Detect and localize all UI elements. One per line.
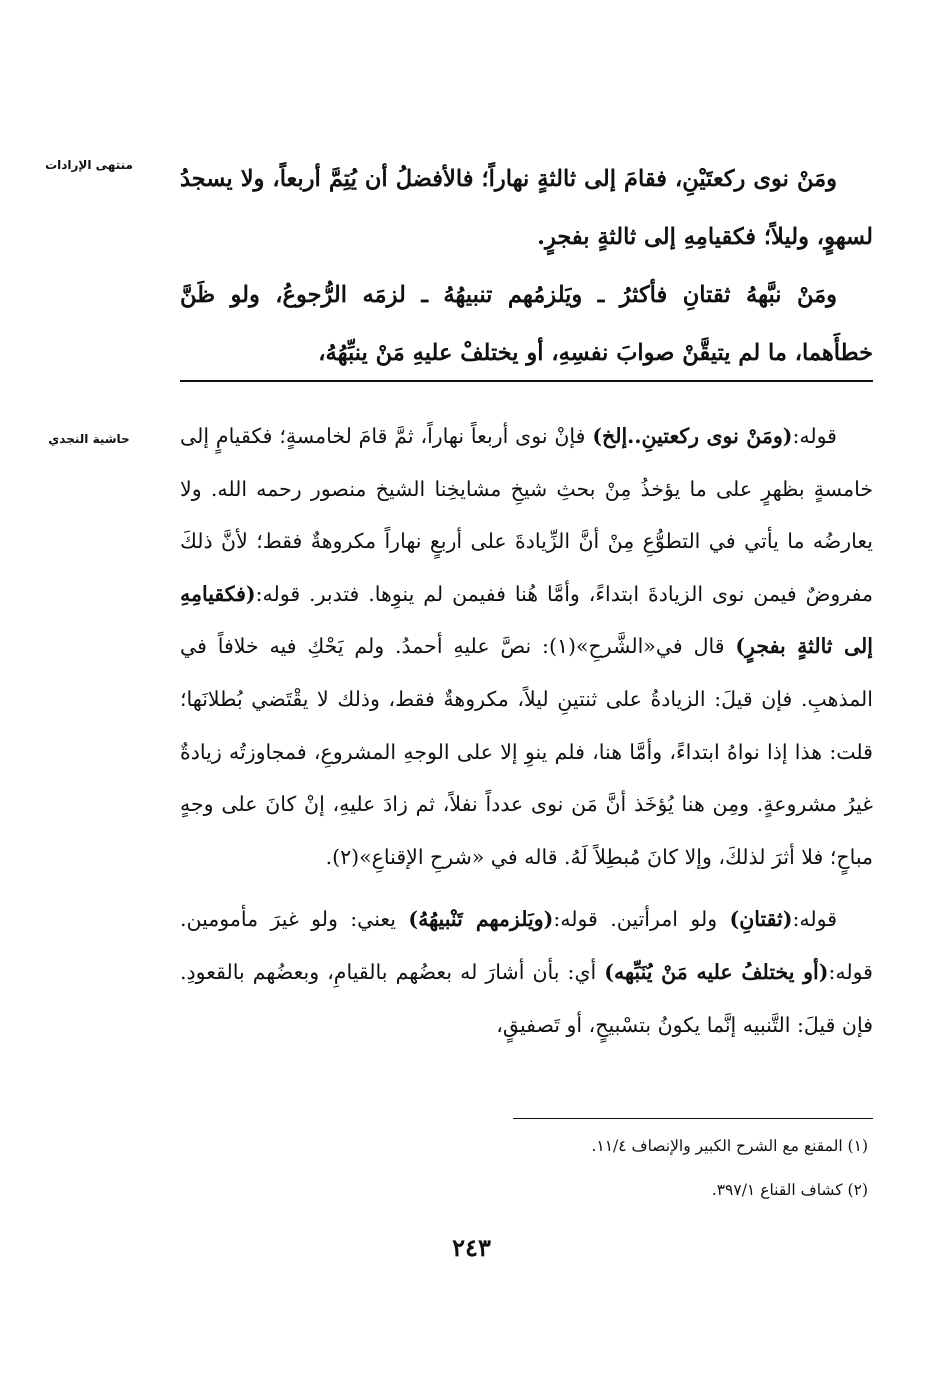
commentary-text: قوله:: [792, 424, 837, 448]
quoted-lemma: (ومَنْ نوى ركعتينِ..إلخ): [592, 424, 793, 448]
commentary-text: ولو امرأتين. قوله:: [553, 907, 730, 932]
footnote-item: (٢) كشاف القناع ٣٩٧/١.: [711, 1181, 868, 1199]
footnotes: [180, 1124, 868, 1212]
footnote-item: (١) المقنع مع الشرح الكبير والإنصاف ١١/٤.: [591, 1137, 868, 1155]
hashiya-paragraph: [180, 410, 873, 883]
commentary-text: فإنْ نوى أربعاً نهاراً، ثمَّ قامَ لخامسةٍ؛ فكقيامٍ إلى خامسةٍ بظهرٍ على ما يؤخذُ مِنْ بحثِ شيخِ مشايخِنا الشيخ منصور رحمه الله. ولا يعارضُه ما يأتي في التطوُّعِ مِنْ أنَّ الزِّيادةَ على أربعٍ نهاراً مكروهةٌ فقط؛ لأنَّ ذلكَ مفروضٌ فيمن نوى الزيادةَ ابتداءً، وأمَّا هُنا ففيمن لم ينوِها. فتدبر. قوله:: [180, 424, 873, 606]
commentary-text: قوله:: [792, 907, 838, 932]
hashiya-commentary: [180, 410, 873, 1051]
commentary-text: أي: بأن أشارَ له بعضُهم بالقيامِ، وبعضُهم بالقعودِ. فإن قيلَ: التَّنبيه إنَّما يكونُ بتسْبيحٍ، أو تَصفيقٍ،: [180, 959, 873, 1037]
page-number: ٢٤٣: [452, 1233, 491, 1262]
quoted-lemma: (ثقتانِ): [729, 907, 793, 932]
quoted-lemma: (فكقيامِهِ إلى ثالثةٍ بفجرٍ): [180, 581, 874, 659]
margin-label-hashiya: حاشية النجدي: [48, 432, 130, 446]
footnote-separator-rule: [513, 1118, 873, 1119]
hashiya-paragraph: [180, 893, 873, 1051]
matn-separator-rule: [180, 380, 873, 382]
matn-text: [180, 150, 873, 382]
matn-paragraph: ومَنْ نوى ركعتَيْنِ، فقامَ إلى ثالثةٍ نهاراً؛ فالأفضلُ أن يُتِمَّ أربعاً، ولا يسجدُ لسهوٍ، وليلاً؛ فكقيامِهِ إلى ثالثةٍ بفجرٍ.: [180, 166, 873, 250]
commentary-text: يعني: ولو غيرَ مأمومين. قوله:: [180, 907, 873, 984]
commentary-text: قال في«الشَّرحِ»(١): نصَّ عليهِ أحمدُ. ولم يَحْكِ فيه خلافاً في المذهبِ. فإن قيلَ: الزيادةُ على ثنتينِ ليلاً، مكروهةٌ فقط، وذلك لا يقْتَضي بُطلانَها؛ قلت: هذا إذا نواهُ ابتداءً، وأمَّا هنا، فلم ينوِ إلا على الوجهِ المشروعِ، فمجاوزتُه زيادةٌ غيرُ مشروعةٍ. ومِن هنا يُؤخَذ أنَّ مَن نوى عدداً نفلاً، ثم زادَ عليهِ، إنْ كانَ على وجهٍ مباحٍ؛ فلا أثرَ لذلكَ، وإلا كانَ مُبطِلاً لَهُ. قاله في «شرحِ الإقناعِ»(٢).: [180, 634, 873, 869]
quoted-lemma: (أو يختلفُ عليه مَنْ يُنَبِّهه): [604, 959, 829, 984]
matn-paragraph: ومَنْ نبَّههُ ثقتانِ فأكثرُ ـ ويَلزمُهم تنبيهُهُ ـ لزمَه الرُّجوعُ، ولو ظَنَّ خطأَهما، ما لم يتيقَّنْ صوابَ نفسِهِ، أو يختلفْ عليهِ مَنْ ينبِّهُهُ،: [180, 282, 873, 366]
quoted-lemma: (ويَلزمهم تَنْبيهُهُ): [408, 907, 554, 932]
margin-label-muntaha: منتهى الإرادات: [45, 158, 133, 172]
